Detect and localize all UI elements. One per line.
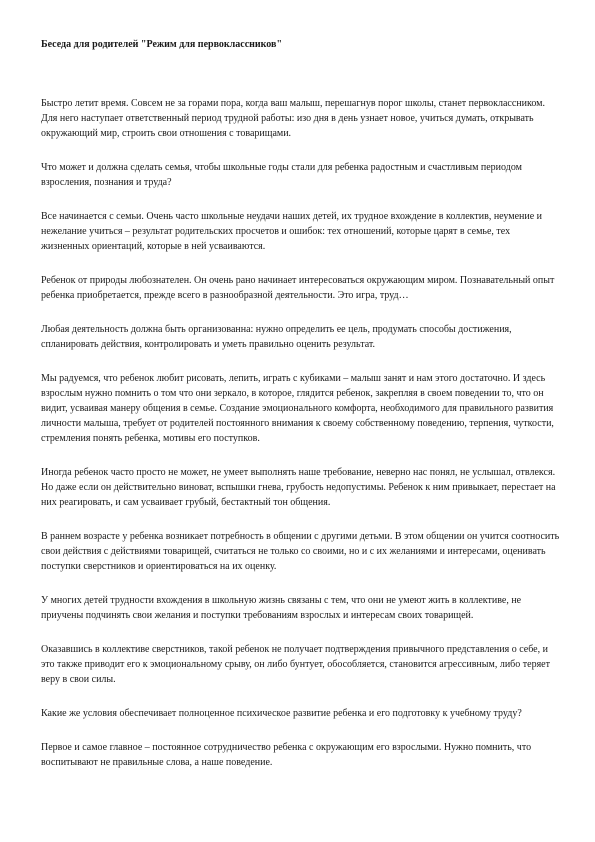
paragraph: Оказавшись в коллективе сверстников, такой ребенок не получает подтверждения привычного представления о себе, и это также приводит его к эмоциональному срыву, он либо бунтует, обособляется, становится агрессивным, либо теряет веру в свои силы. — [41, 644, 550, 685]
paragraph: Иногда ребенок часто просто не может, не умеет выполнять наше требование, неверно нас понял, не услышал, отвлекся. Но даже если он действительно виноват, вспышки гнева, грубость недопустимы. Ребенок к ним привыкает, перестает на них реагировать, и сам усваивает грубый, бестактный тон общения. — [41, 467, 556, 508]
paragraph: В раннем возрасте у ребенка возникает потребность в общении с другими детьми. В этом общении он учится соотносить свои действия с действиями товарищей, считаться не только со своими, но и с их желаниями и интересами, оценивать поступки сверстников и ориентироваться на их оценку. — [41, 531, 560, 572]
paragraph: Ребенок от природы любознателен. Он очень рано начинает интересоваться окружающим миром. Познавательный опыт ребенка приобретается, прежде всего в разнообразной деятельности. Это игра, труд… — [41, 275, 555, 301]
paragraph: Первое и самое главное – постоянное сотрудничество ребенка с окружающим его взрослыми. Нужно помнить, что воспитывают не правильные слова, а наше поведение. — [41, 742, 532, 768]
document-body — [41, 96, 561, 789]
paragraph: У многих детей трудности вхождения в школьную жизнь связаны с тем, что они не умеют жить в коллективе, не приучены подчинять свои желания и поступки требованиям взрослых и интересам своих товарищей. — [41, 595, 522, 621]
paragraph: Любая деятельность должна быть организованна: нужно определить ее цель, продумать способы достижения, спланировать действия, контролировать и уметь правильно оценить результат. — [41, 324, 512, 350]
paragraph: Мы радуемся, что ребенок любит рисовать, лепить, играть с кубиками – малыш занят и нам этого достаточно. И здесь взрослым нужно помнить о том что они зеркало, в которое, глядится ребенок, закрепляя в своем поведении то, что он видит, усваивая манеру общения в семье. Создание эмоционального комфорта, необходимого для правильного развития личности малыша, требует от родителей постоянного внимания к своему собственному поведению, терпения, чуткости, стремления понять ребенка, мотивы его поступков. — [41, 373, 554, 444]
paragraph: Все начинается с семьи. Очень часто школьные неудачи наших детей, их трудное вхождение в коллектив, неумение и нежелание учиться – результат родительских просчетов и ошибок: тех отношений, которые царят в семье, тех жизненных ориентаций, которые в ней усваиваются. — [41, 211, 542, 252]
paragraph: Быстро летит время. Совсем не за горами пора, когда ваш малыш, перешагнув порог школы, станет первоклассником. Для него наступает ответственный период трудной работы: изо дня в день узнает новое, учиться думать, открывать окружающий мир, строить свои отношения с товарищами. — [41, 98, 545, 139]
paragraph: Какие же условия обеспечивает полноценное психическое развитие ребенка и его подготовку к учебному труду? — [41, 708, 522, 719]
document-title: Беседа для родителей "Режим для первоклассников" — [41, 39, 283, 50]
paragraph: Что может и должна сделать семья, чтобы школьные годы стали для ребенка радостным и счастливым периодом взросления, познания и труда? — [41, 162, 522, 188]
